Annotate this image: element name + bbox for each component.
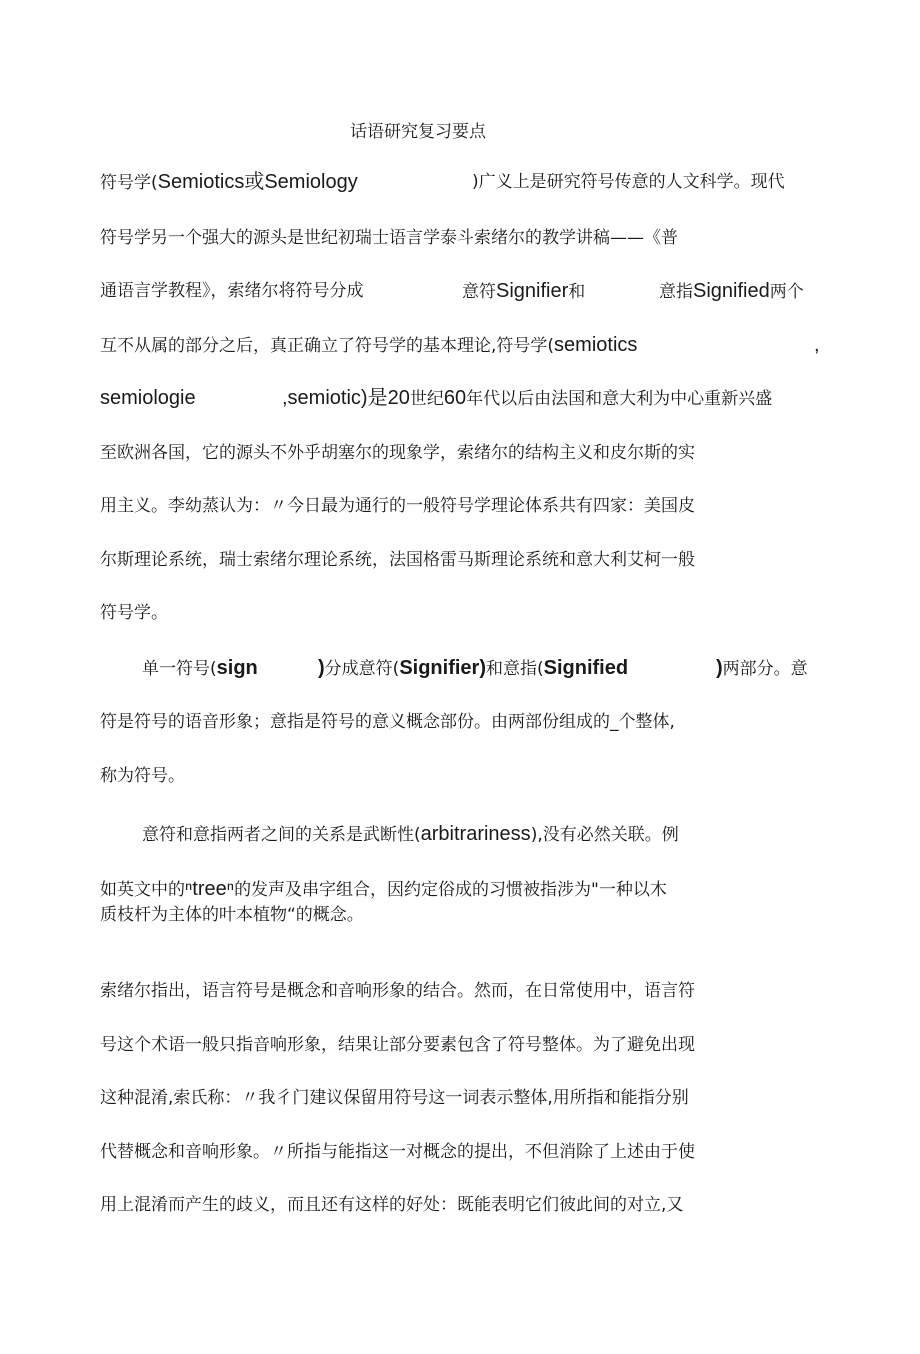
term-semiotics: Semiotics或Semiology: [157, 171, 358, 193]
paragraph-4-line-3: 这种混淆,索氏称：〃我彳门建议保留用符号这一词表示整体,用所指和能指分别: [100, 1088, 689, 1108]
text-run: 60: [443, 387, 467, 409]
term-tree: ⁿtreeⁿ: [185, 878, 235, 900]
text-run: [318, 656, 628, 681]
text-run: ,semiotic)是: [282, 387, 388, 409]
text-run: ),没有必然关联。例: [530, 825, 679, 845]
text-run: 如英文中的: [100, 880, 185, 900]
paragraph-2-line-3: 称为符号。: [100, 766, 185, 786]
text-run: 的发声及串字组合，因约定俗成的习惯被指涉为"一种以木: [234, 880, 667, 900]
text-run: 年代以后由法国和意大利为中心重新兴盛: [466, 389, 773, 409]
paragraph-4-line-4: 代替概念和音响形象。〃所指与能指这一对概念的提出，不但消除了上述由于使: [100, 1142, 695, 1162]
paragraph-4-line-1: 索绪尔指出，语言符号是概念和音响形象的结合。然而，在日常使用中，语言符: [100, 981, 695, 1001]
text-run: 符号学(: [100, 173, 158, 193]
text-run: 两部分。意: [722, 659, 808, 679]
term-semiotics-lower: semiotics: [554, 334, 638, 356]
paragraph-3-line-3: 质枝杆为主体的叶本植物“的概念。: [100, 905, 364, 925]
text-run: 意符: [462, 282, 496, 302]
text-run: [716, 656, 808, 681]
text-run: 互不从属的部分之后，真正确立了符号学的基本理论,符号学(: [100, 336, 555, 356]
text-run: 意符和意指两者之间的关系是武断性(: [142, 825, 421, 845]
paragraph-3-line-1: [142, 822, 679, 847]
text-run: 20: [387, 387, 410, 409]
term-signifier: Signifier: [496, 280, 569, 302]
text-run: 通语言学教程》，索绪尔将符号分成: [100, 281, 364, 301]
page-title: 话语研究复习要点: [350, 122, 486, 142]
text-run: 分成意符(: [324, 659, 400, 679]
paragraph-1-line-7: 用主义。李幼蒸认为：〃今日最为通行的一般符号学理论体系共有四家：美国皮: [100, 496, 695, 516]
paragraph-1-line-1: [100, 170, 785, 195]
term-signifier-bold: Signifier): [399, 657, 486, 679]
term-semiologie: semiologie: [100, 387, 196, 409]
paragraph-1-line-4: [100, 333, 820, 358]
paragraph-1-line-5: [100, 386, 773, 411]
paragraph-4-line-2: 号这个术语一般只指音响形象，结果让部分要素包含了符号整体。为了避免出现: [100, 1035, 695, 1055]
paragraph-1-line-9: 符号学。: [100, 603, 168, 623]
text-run: 和意指(: [485, 659, 544, 679]
paragraph-3-line-2: [100, 877, 667, 902]
text-run: ): [318, 657, 325, 679]
text-run: )广义上是研究符号传意的人文科学。现代: [472, 172, 785, 192]
paragraph-1-line-8: 尔斯理论系统，瑞士索绪尔理论系统，法国格雷马斯理论系统和意大利艾柯一般: [100, 550, 695, 570]
term-signified-bold: Signified: [543, 657, 629, 679]
paragraph-1-line-2: 符号学另一个强大的源头是世纪初瑞士语言学泰斗索绪尔的教学讲稿——《普: [100, 228, 678, 248]
text-run: 意指: [659, 282, 693, 302]
paragraph-1-line-3: [100, 279, 804, 303]
paragraph-2-line-2: 符是符号的语音形象；意指是符号的意义概念部份。由两部份组成的_个整体,: [100, 712, 675, 732]
paragraph-2-line-1: [142, 656, 808, 681]
text-run: ,: [814, 334, 820, 356]
text-run: 单一符号(: [142, 659, 217, 679]
text-run: [282, 386, 772, 411]
text-run: [462, 279, 585, 304]
text-run: [659, 279, 804, 304]
text-run: 两个: [769, 282, 804, 302]
term-arbitrariness: arbitrariness: [420, 823, 531, 845]
text-run: ): [716, 657, 723, 679]
text-run: 和: [568, 282, 586, 302]
term-signified: Signified: [693, 280, 770, 302]
text-run: 世纪: [409, 389, 444, 409]
paragraph-1-line-6: 至欧洲各国，它的源头不外乎胡塞尔的现象学，索绪尔的结构主义和皮尔斯的实: [100, 443, 695, 463]
term-sign: sign: [216, 657, 258, 679]
paragraph-4-line-5: 用上混淆而产生的歧义，而且还有这样的好处：既能表明它们彼此间的对立,又: [100, 1195, 684, 1215]
